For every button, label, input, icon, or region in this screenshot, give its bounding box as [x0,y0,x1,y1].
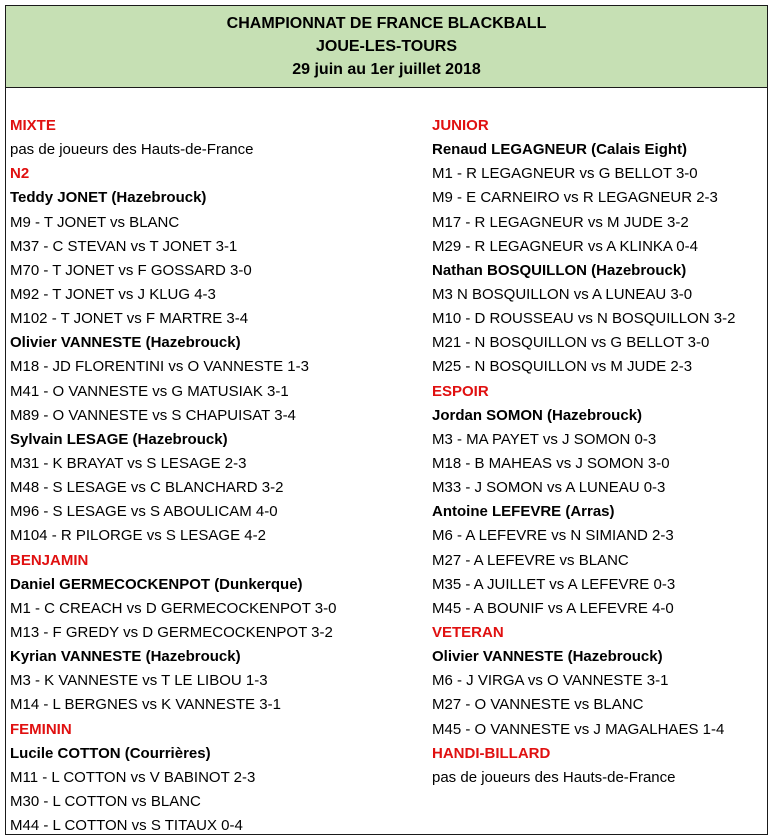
match-result: M6 - J VIRGA vs O VANNESTE 3-1 [432,672,669,690]
player-name: Sylvain LESAGE (Hazebrouck) [10,430,228,448]
note-text: pas de joueurs des Hauts-de-France [10,141,254,159]
match-result: M31 - K BRAYAT vs S LESAGE 2-3 [10,454,247,472]
date-range: 29 juin au 1er juillet 2018 [292,61,481,78]
player-name: Kyrian VANNESTE (Hazebrouck) [10,648,241,666]
match-result: M44 - L COTTON vs S TITAUX 0-4 [10,817,243,835]
championship-title: CHAMPIONNAT DE FRANCE BLACKBALL [226,15,547,32]
match-result: M10 - D ROUSSEAU vs N BOSQUILLON 3-2 [432,310,736,328]
note-text: pas de joueurs des Hauts-de-France [432,768,676,786]
match-result: M17 - R LEGAGNEUR vs M JUDE 3-2 [432,213,689,231]
category-heading: JUNIOR [432,117,489,134]
sheet-header [6,6,767,88]
player-name: Nathan BOSQUILLON (Hazebrouck) [432,261,687,279]
match-result: M30 - L COTTON vs BLANC [10,792,201,810]
category-heading: MIXTE [10,117,56,134]
match-result: M29 - R LEGAGNEUR vs A KLINKA 0-4 [432,237,698,255]
match-result: M21 - N BOSQUILLON vs G BELLOT 3-0 [432,334,710,352]
category-heading: HANDI-BILLARD [432,744,551,762]
match-result: M1 - C CREACH vs D GERMECOCKENPOT 3-0 [10,599,337,617]
match-result: M18 - B MAHEAS vs J SOMON 3-0 [432,454,670,472]
venue-title: JOUE-LES-TOURS [315,38,458,55]
match-result: M96 - S LESAGE vs S ABOULICAM 4-0 [10,503,278,521]
match-result: M27 - O VANNESTE vs BLANC [432,696,644,714]
results-sheet [5,5,768,835]
category-heading: FEMININ [10,720,72,738]
match-result: M70 - T JONET vs F GOSSARD 3-0 [10,261,252,279]
category-heading: N2 [10,165,30,183]
player-name: Antoine LEFEVRE (Arras) [432,503,615,521]
match-result: M102 - T JONET vs F MARTRE 3-4 [10,310,249,328]
match-result: M41 - O VANNESTE vs G MATUSIAK 3-1 [10,382,289,400]
match-result: M3 - K VANNESTE vs T LE LIBOU 1-3 [10,672,268,690]
category-heading: ESPOIR [432,382,489,400]
match-result: M9 - E CARNEIRO vs R LEGAGNEUR 2-3 [432,189,718,207]
match-result: M18 - JD FLORENTINI vs O VANNESTE 1-3 [10,358,309,376]
match-result: M6 - A LEFEVRE vs N SIMIAND 2-3 [432,527,674,545]
player-name: Olivier VANNESTE (Hazebrouck) [432,648,663,666]
match-result: M33 - J SOMON vs A LUNEAU 0-3 [432,479,666,497]
match-result: M27 - A LEFEVRE vs BLANC [432,551,629,569]
match-result: M25 - N BOSQUILLON vs M JUDE 2-3 [432,358,693,376]
match-result: M9 - T JONET vs BLANC [10,213,180,231]
match-result: M11 - L COTTON vs V BABINOT 2-3 [10,768,256,786]
match-result: M3 N BOSQUILLON vs A LUNEAU 3-0 [432,285,693,303]
match-result: M104 - R PILORGE vs S LESAGE 4-2 [10,527,266,545]
match-result: M89 - O VANNESTE vs S CHAPUISAT 3-4 [10,406,296,424]
match-result: M3 - MA PAYET vs J SOMON 0-3 [432,430,657,448]
match-result: M35 - A JUILLET vs A LEFEVRE 0-3 [432,575,676,593]
match-result: M13 - F GREDY vs D GERMECOCKENPOT 3-2 [10,623,333,641]
player-name: Daniel GERMECOCKENPOT (Dunkerque) [10,575,303,593]
match-result: M45 - A BOUNIF vs A LEFEVRE 4-0 [432,599,674,617]
match-result: M48 - S LESAGE vs C BLANCHARD 3-2 [10,479,284,497]
match-result: M37 - C STEVAN vs T JONET 3-1 [10,237,238,255]
category-heading: VETERAN [432,623,504,641]
match-result: M14 - L BERGNES vs K VANNESTE 3-1 [10,696,281,714]
player-name: Renaud LEGAGNEUR (Calais Eight) [432,141,688,159]
player-name: Teddy JONET (Hazebrouck) [10,189,207,207]
match-result: M1 - R LEGAGNEUR vs G BELLOT 3-0 [432,165,698,183]
right-column [432,114,767,790]
category-heading: BENJAMIN [10,551,89,569]
match-result: M92 - T JONET vs J KLUG 4-3 [10,285,216,303]
left-column [10,114,420,838]
match-result: M45 - O VANNESTE vs J MAGALHAES 1-4 [432,720,725,738]
player-name: Olivier VANNESTE (Hazebrouck) [10,334,241,352]
player-name: Lucile COTTON (Courrières) [10,744,211,762]
player-name: Jordan SOMON (Hazebrouck) [432,406,643,424]
